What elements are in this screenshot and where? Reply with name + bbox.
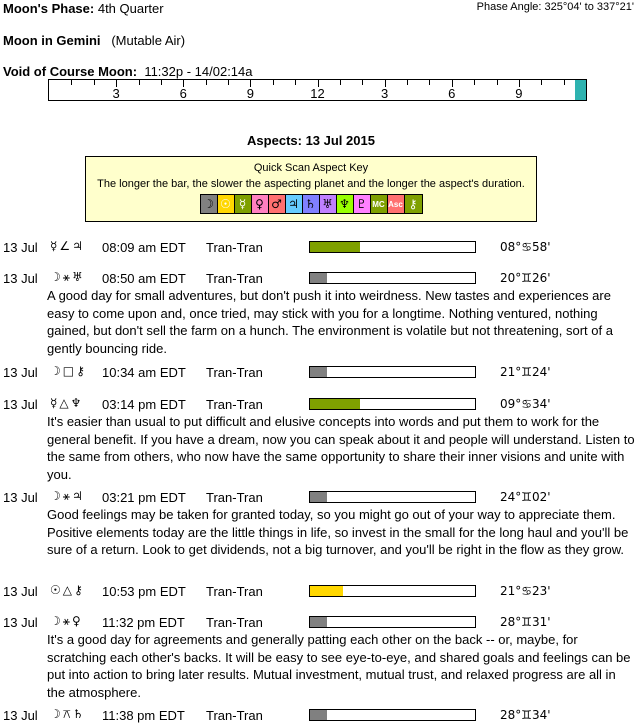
timeline-label: 3 <box>112 86 120 101</box>
aspect-type: Tran-Tran <box>206 490 263 505</box>
aspect-glyphs-icon: ☽⚹♃ <box>50 489 85 503</box>
moon-sign-quality: (Mutable Air) <box>111 33 186 48</box>
aspect-date: 13 Jul <box>3 584 38 599</box>
aspect-time: 08:09 am EDT <box>102 240 186 255</box>
moon-phase-label: Moon's Phase: <box>3 1 95 16</box>
moon-phase-value: 4th Quarter <box>97 1 164 16</box>
aspect-duration-bar <box>309 366 476 378</box>
aspect-time: 10:53 pm EDT <box>102 584 186 599</box>
aspect-type: Tran-Tran <box>206 271 263 286</box>
aspect-glyphs-icon: ☽⚹♅ <box>50 270 85 284</box>
aspect-type: Tran-Tran <box>206 365 263 380</box>
key-saturn-icon: ♄ <box>303 195 320 213</box>
aspect-position: 21°♊24' <box>500 365 551 379</box>
timeline-label: 12 <box>310 86 325 101</box>
aspect-date: 13 Jul <box>3 615 38 630</box>
key-moon-icon: ☽ <box>201 195 218 213</box>
aspect-glyphs-icon: ☽⚹♀ <box>50 614 83 628</box>
aspect-key-title: Quick Scan Aspect Key <box>253 162 369 174</box>
aspect-duration-bar <box>309 616 476 628</box>
key-mars-icon: ♂ <box>269 195 286 213</box>
aspect-type: Tran-Tran <box>206 584 263 599</box>
aspect-duration-bar <box>309 709 476 721</box>
aspect-type: Tran-Tran <box>206 708 263 723</box>
aspect-duration-fill <box>310 242 360 252</box>
aspect-glyphs-icon: ☽⚻♄ <box>50 707 86 721</box>
voc-period-fill <box>575 80 586 100</box>
timeline-tick <box>541 80 542 85</box>
key-venus-icon: ♀ <box>252 195 269 213</box>
aspect-position: 21°♋23' <box>500 584 551 598</box>
key-mercury-icon: ☿ <box>235 195 252 213</box>
timeline-tick <box>273 80 274 85</box>
aspect-type: Tran-Tran <box>206 615 263 630</box>
aspect-date: 13 Jul <box>3 490 38 505</box>
timeline-tick <box>497 80 498 85</box>
aspect-description: It's easier than usual to put difficult and elusive concepts into words and put them to work for the general benefit. If you have a dream, now you can speak about it and people will understand. Listen to the same from others, who now have the same opportunity to share their inner visions and unite with you. <box>47 414 635 482</box>
timeline-label: 3 <box>381 86 389 101</box>
aspect-position: 09°♋34' <box>500 397 551 411</box>
key-pluto-icon: ♇ <box>354 195 371 213</box>
aspect-duration-bar <box>309 491 476 503</box>
timeline-label: 6 <box>448 86 456 101</box>
timeline-tick <box>564 80 565 85</box>
aspect-description: A good day for small adventures, but don't push it into weirdness. New tastes and experiences are easy to come upon and, once tried, may stick with you for a longtime. Nothing ventured, nothing gained, but don't sell the farm on a hunch. The environment is volatile but not threatening, sort of a gently bouncing ride. <box>47 288 613 356</box>
aspect-position: 28°♊34' <box>500 708 551 722</box>
aspect-time: 03:21 pm EDT <box>102 490 186 505</box>
aspect-time: 08:50 am EDT <box>102 271 186 286</box>
aspect-duration-bar <box>309 241 476 253</box>
aspect-position: 24°♊02' <box>500 490 551 504</box>
timeline-tick <box>295 80 296 85</box>
timeline-tick <box>362 80 363 85</box>
aspect-duration-bar <box>309 398 476 410</box>
aspect-glyphs-icon: ☽□⚷ <box>50 364 87 378</box>
aspect-description: Good feelings may be taken for granted today, so you might go out of your way to appreciate them. Positive elements today are the little things in life, so invest in the small for the long haul and you'll be sure of a return. Look to get dividends, not a big turnover, and you'll be right in the flow as they grow. <box>47 507 629 557</box>
aspect-time: 11:32 pm EDT <box>102 615 185 630</box>
timeline-tick <box>228 80 229 85</box>
phase-angle: Phase Angle: 325°04' to 337°21' <box>476 1 634 13</box>
aspect-duration-fill <box>310 617 327 627</box>
aspect-key-strip <box>200 194 423 214</box>
aspect-duration-fill <box>310 492 327 502</box>
aspect-time: 03:14 pm EDT <box>102 397 186 412</box>
timeline-tick <box>407 80 408 85</box>
aspects-title: Aspects: 13 Jul 2015 <box>247 133 375 148</box>
timeline-tick <box>139 80 140 85</box>
aspect-duration-fill <box>310 273 327 283</box>
aspect-date: 13 Jul <box>3 397 38 412</box>
aspect-date: 13 Jul <box>3 365 38 380</box>
aspect-duration-bar <box>309 272 476 284</box>
key-neptune-icon: ♆ <box>337 195 354 213</box>
aspect-duration-bar <box>309 585 476 597</box>
moon-phase <box>3 1 164 16</box>
timeline-tick <box>94 80 95 85</box>
aspect-time: 10:34 am EDT <box>102 365 186 380</box>
moon-sign-label: Moon in Gemini <box>3 33 101 48</box>
aspect-date: 13 Jul <box>3 240 38 255</box>
timeline-tick <box>161 80 162 85</box>
key-ascendant-icon: Asc <box>388 195 405 213</box>
moon-sign <box>3 33 185 48</box>
aspect-date: 13 Jul <box>3 708 38 723</box>
timeline-tick <box>429 80 430 85</box>
aspect-type: Tran-Tran <box>206 240 263 255</box>
timeline-label: 9 <box>515 86 523 101</box>
aspect-glyphs-icon: ☿∠♃ <box>50 239 85 253</box>
aspect-key <box>85 156 537 222</box>
key-midheaven-icon: MC <box>371 195 388 213</box>
aspect-key-description: The longer the bar, the slower the aspecting planet and the longer the aspect's duration. <box>97 178 525 190</box>
voc-value: 11:32p - 14/02:14a <box>144 64 253 79</box>
aspect-type: Tran-Tran <box>206 397 263 412</box>
timeline-tick <box>474 80 475 85</box>
aspect-position: 08°♋58' <box>500 240 551 254</box>
aspect-time: 11:38 pm EDT <box>102 708 185 723</box>
aspect-duration-fill <box>310 710 327 720</box>
voc-timeline <box>48 79 587 101</box>
aspect-position: 20°♊26' <box>500 271 551 285</box>
aspect-duration-fill <box>310 399 360 409</box>
aspect-glyphs-icon: ☉△⚷ <box>50 583 85 597</box>
timeline-tick <box>340 80 341 85</box>
timeline-label: 6 <box>179 86 187 101</box>
aspect-description: It's a good day for agreements and generally patting each other on the back -- or, maybe, for scratching each other's backs. It will be easy to see eye-to-eye, and shared goals and feelings can be put into action to bring later results. Mutual investment, mutual trust, and relaxed progress are all in the atmosphere. <box>47 632 631 700</box>
key-chiron-icon: ⚷ <box>405 195 422 213</box>
timeline-tick <box>71 80 72 85</box>
timeline-tick <box>206 80 207 85</box>
aspect-position: 28°♊31' <box>500 615 551 629</box>
void-of-course <box>3 64 253 79</box>
key-uranus-icon: ♅ <box>320 195 337 213</box>
voc-label: Void of Course Moon: <box>3 64 138 79</box>
key-sun-icon: ☉ <box>218 195 235 213</box>
key-jupiter-icon: ♃ <box>286 195 303 213</box>
aspect-duration-fill <box>310 586 343 596</box>
aspect-glyphs-icon: ☿△♆ <box>50 396 84 410</box>
aspect-duration-fill <box>310 367 327 377</box>
aspect-date: 13 Jul <box>3 271 38 286</box>
timeline-label: 9 <box>246 86 254 101</box>
